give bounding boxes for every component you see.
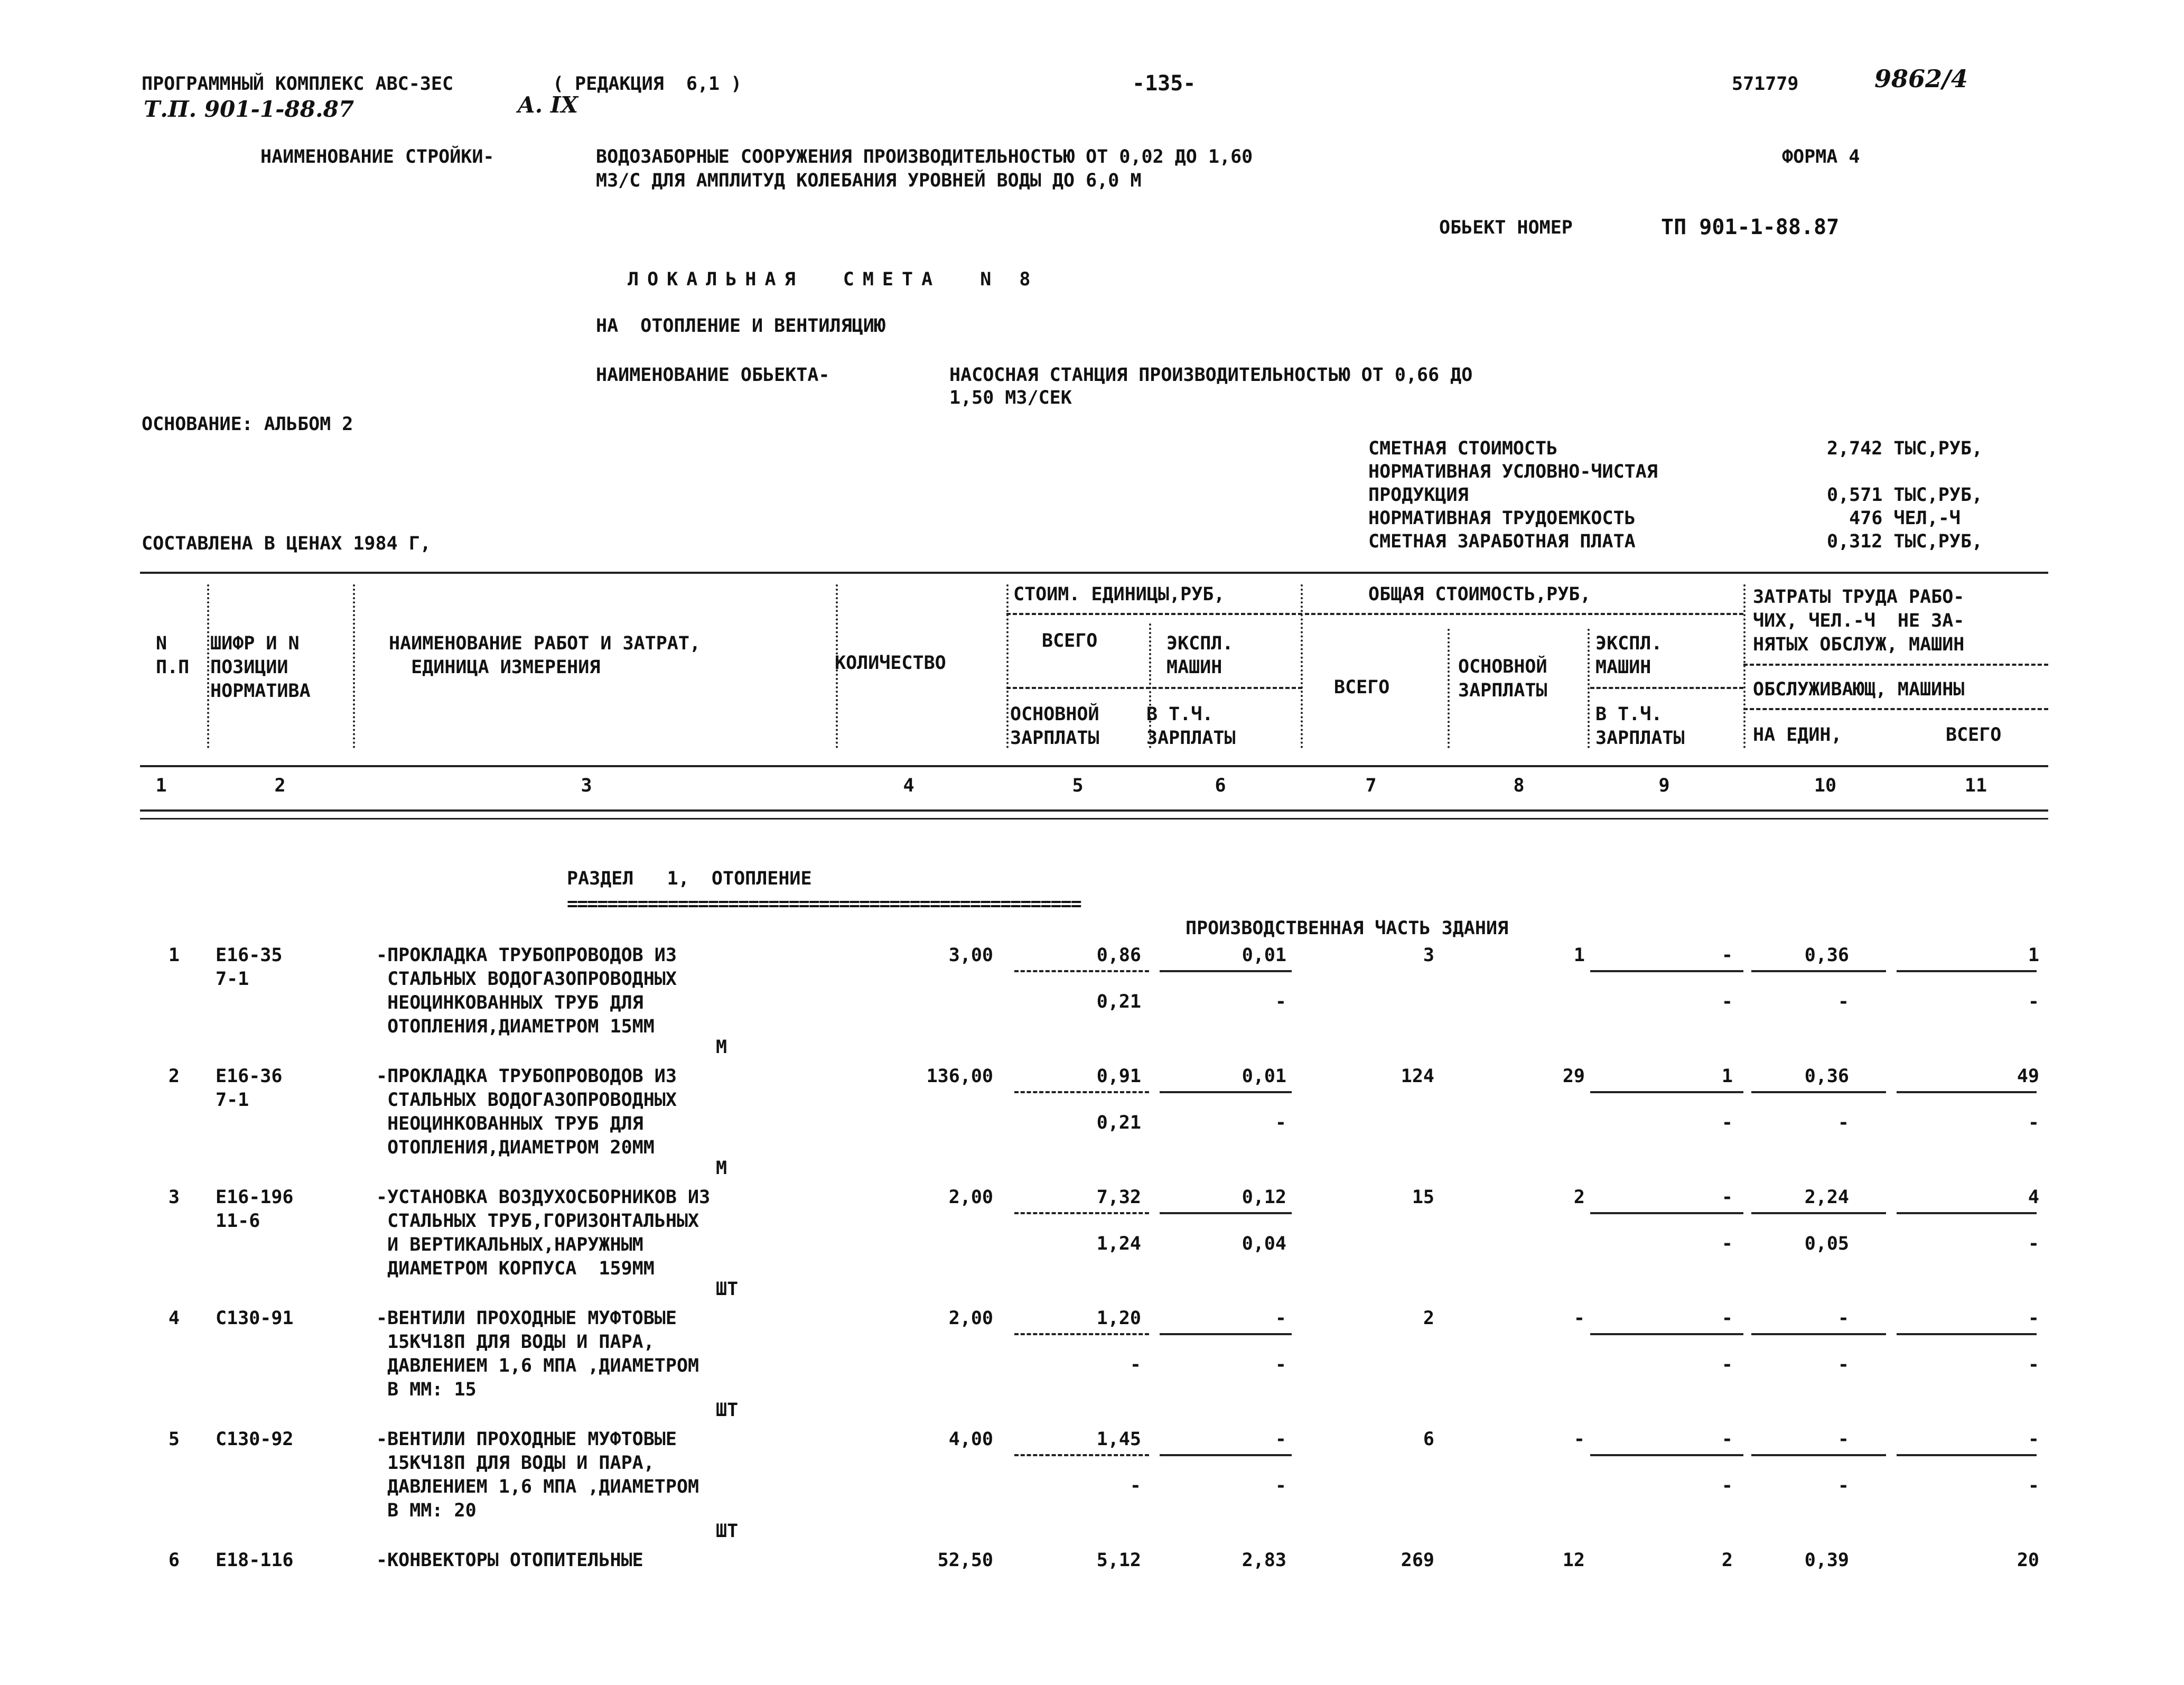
row-number: 2 bbox=[168, 1066, 180, 1087]
basis: ОСНОВАНИЕ: АЛЬБОМ 2 bbox=[142, 414, 353, 435]
program-name: ПРОГРАММНЫЙ КОМПЛЕКС АВС-ЗЕС bbox=[142, 73, 454, 95]
summary-label: НОРМАТИВНАЯ УСЛОВНО-ЧИСТАЯ bbox=[1368, 461, 1658, 482]
row-total-machines: - bbox=[1721, 1308, 1733, 1329]
row-unit-incl-wages: - bbox=[1275, 1354, 1286, 1375]
row-total: 2 bbox=[1423, 1308, 1434, 1329]
row-labor-total: 20 bbox=[2017, 1550, 2039, 1571]
row-total-incl-wages: - bbox=[1721, 991, 1733, 1012]
row-labor-unit: - bbox=[1837, 1308, 1849, 1329]
row-labor-machines-unit: - bbox=[1837, 991, 1849, 1012]
cell-rule bbox=[1160, 970, 1292, 972]
row-unit-incl-wages: 0,04 bbox=[1242, 1233, 1286, 1254]
row-unit-machines: 0,01 bbox=[1242, 945, 1286, 966]
row-total-machines: 2 bbox=[1721, 1550, 1733, 1571]
cell-rule bbox=[1751, 970, 1886, 972]
cell-rule bbox=[1897, 1333, 2037, 1335]
row-labor-total: - bbox=[2028, 1308, 2039, 1329]
row-labor-total: 4 bbox=[2028, 1187, 2039, 1208]
row-number: 3 bbox=[168, 1187, 180, 1208]
row-quantity: 2,00 bbox=[948, 1187, 993, 1208]
page-number: -135- bbox=[1132, 71, 1196, 96]
form-number: ФОРМА 4 bbox=[1782, 146, 1860, 167]
row-total: 269 bbox=[1401, 1550, 1434, 1571]
column-number: 10 bbox=[1814, 775, 1837, 796]
object-label: ОБЬЕКТ НОМЕР bbox=[1439, 217, 1573, 238]
row-unit: ШТ bbox=[716, 1400, 739, 1421]
row-unit-machines: 0,01 bbox=[1242, 1066, 1286, 1087]
object-name-line-2: 1,50 М3/СЕК bbox=[949, 387, 1072, 408]
row-total-machines: 1 bbox=[1721, 1066, 1733, 1087]
table-top-rule bbox=[140, 572, 2048, 574]
cell-rule bbox=[1751, 1454, 1886, 1456]
rule bbox=[1305, 613, 1743, 615]
rule bbox=[1006, 613, 1302, 615]
summary-value: 2,742 ТЫС,РУБ, bbox=[1827, 438, 1983, 459]
object-number: ТП 901-1-88.87 bbox=[1661, 215, 1840, 239]
cell-rule bbox=[1897, 1454, 2037, 1456]
header-labor-total: ВСЕГО bbox=[1946, 724, 2002, 746]
row-quantity: 2,00 bbox=[948, 1308, 993, 1329]
row-total-incl-wages: - bbox=[1721, 1233, 1733, 1254]
row-number: 4 bbox=[168, 1308, 180, 1329]
summary-label: ПРОДУКЦИЯ bbox=[1368, 485, 1469, 506]
row-total-wages: 29 bbox=[1562, 1066, 1585, 1087]
row-labor-total: - bbox=[2028, 1429, 2039, 1450]
row-total: 3 bbox=[1423, 945, 1434, 966]
cell-rule bbox=[1590, 1091, 1743, 1093]
estimate-subtitle: НА ОТОПЛЕНИЕ И ВЕНТИЛЯЦИЮ bbox=[596, 315, 885, 337]
col-separator bbox=[1743, 584, 1746, 748]
cell-rule bbox=[1014, 1454, 1149, 1456]
column-number: 2 bbox=[274, 775, 286, 796]
row-labor-machines-total: - bbox=[2028, 1475, 2039, 1496]
row-name: -ПРОКЛАДКА ТРУБОПРОВОДОВ ИЗ СТАЛЬНЫХ ВОДОГАЗОПРОВОДНЫХ НЕОЦИНКОВАННЫХ ТРУБ ДЛЯ ОТОПЛЕНИЯ,ДИАМЕТРОМ 20ММ bbox=[376, 1066, 677, 1158]
cell-rule bbox=[1897, 970, 2037, 972]
column-number: 1 bbox=[155, 775, 167, 796]
prices-year: СОСТАВЛЕНА В ЦЕНАХ 1984 Г, bbox=[142, 533, 431, 554]
estimate-title: ЛОКАЛЬНАЯ СМЕТА N 8 bbox=[628, 269, 1039, 290]
row-unit-machines: 0,12 bbox=[1242, 1187, 1286, 1208]
row-labor-machines-total: - bbox=[2028, 1233, 2039, 1254]
row-total-machines: - bbox=[1721, 1429, 1733, 1450]
row-quantity: 52,50 bbox=[937, 1550, 993, 1571]
summary-value: 0,312 ТЫС,РУБ, bbox=[1827, 531, 1983, 552]
row-code: Е18-116 bbox=[216, 1550, 294, 1571]
row-labor-total: 49 bbox=[2017, 1066, 2039, 1087]
header-total-cost: ОБЩАЯ СТОИМОСТЬ,РУБ, bbox=[1368, 584, 1591, 605]
row-total: 6 bbox=[1423, 1429, 1434, 1450]
row-unit-incl-wages: - bbox=[1275, 1112, 1286, 1133]
row-code: Е16-35 7-1 bbox=[216, 945, 283, 990]
cell-rule bbox=[1751, 1333, 1886, 1335]
cell-rule bbox=[1160, 1333, 1292, 1335]
col-separator bbox=[353, 584, 355, 748]
header-col-2: ШИФР И N ПОЗИЦИИ НОРМАТИВА bbox=[210, 633, 311, 702]
row-number: 6 bbox=[168, 1550, 180, 1571]
row-total-wages: 1 bbox=[1573, 945, 1585, 966]
summary-label: СМЕТНАЯ СТОИМОСТЬ bbox=[1368, 438, 1558, 459]
cell-rule bbox=[1160, 1454, 1292, 1456]
row-code: Е16-196 11-6 bbox=[216, 1187, 294, 1232]
summary-value: 476 ЧЕЛ,-Ч bbox=[1827, 508, 1961, 529]
row-unit-wages: - bbox=[1130, 1475, 1141, 1496]
doc-code: 571779 bbox=[1732, 73, 1799, 95]
column-number: 3 bbox=[581, 775, 592, 796]
header-tc-incl: В Т.Ч. ЗАРПЛАТЫ bbox=[1595, 704, 1685, 749]
row-code: С130-92 bbox=[216, 1429, 294, 1450]
row-labor-machines-total: - bbox=[2028, 1354, 2039, 1375]
edition: ( РЕДАКЦИЯ 6,1 ) bbox=[553, 73, 742, 95]
row-labor-machines-unit: 0,05 bbox=[1804, 1233, 1849, 1254]
row-unit: М bbox=[716, 1158, 727, 1179]
row-unit-machines: - bbox=[1275, 1429, 1286, 1450]
object-name-label: НАИМЕНОВАНИЕ ОБЬЕКТА- bbox=[596, 365, 830, 386]
row-unit-cost: 5,12 bbox=[1096, 1550, 1141, 1571]
row-total-machines: - bbox=[1721, 1187, 1733, 1208]
col-separator bbox=[1588, 629, 1590, 748]
row-unit-machines: - bbox=[1275, 1308, 1286, 1329]
cell-rule bbox=[1590, 1454, 1743, 1456]
row-labor-total: 1 bbox=[2028, 945, 2039, 966]
row-unit: ШТ bbox=[716, 1521, 739, 1542]
row-labor-machines-total: - bbox=[2028, 1112, 2039, 1133]
header-labor-machines: ОБСЛУЖИВАЮЩ, МАШИНЫ bbox=[1753, 679, 1965, 700]
section-title: РАЗДЕЛ 1, ОТОПЛЕНИЕ bbox=[567, 868, 812, 889]
section-subtitle: ПРОИЗВОДСТВЕННАЯ ЧАСТЬ ЗДАНИЯ bbox=[1186, 918, 1509, 939]
row-name: -КОНВЕКТОРЫ ОТОПИТЕЛЬНЫЕ bbox=[376, 1550, 643, 1571]
row-name: -УСТАНОВКА ВОЗДУХОСБОРНИКОВ ИЗ СТАЛЬНЫХ ТРУБ,ГОРИЗОНТАЛЬНЫХ И ВЕРТИКАЛЬНЫХ,НАРУЖНЫМ ДИАМЕТРОМ КОРПУСА 159ММ bbox=[376, 1187, 711, 1279]
row-unit-wages: 0,21 bbox=[1096, 991, 1141, 1012]
rule bbox=[1743, 708, 2048, 710]
object-name-line-1: НАСОСНАЯ СТАНЦИЯ ПРОИЗВОДИТЕЛЬНОСТЬЮ ОТ 0,66 ДО bbox=[949, 365, 1473, 386]
header-uc-incl: В Т.Ч. ЗАРПЛАТЫ bbox=[1146, 704, 1236, 749]
row-unit: М bbox=[716, 1037, 727, 1058]
row-labor-machines-unit: - bbox=[1837, 1475, 1849, 1496]
row-quantity: 3,00 bbox=[948, 945, 993, 966]
col-separator bbox=[1301, 584, 1303, 748]
row-total-incl-wages: - bbox=[1721, 1112, 1733, 1133]
row-unit-cost: 1,45 bbox=[1096, 1429, 1141, 1450]
col-separator bbox=[207, 584, 209, 748]
header-tc-wages: ОСНОВНОЙ ЗАРПЛАТЫ bbox=[1458, 656, 1547, 701]
cell-rule bbox=[1014, 1212, 1149, 1214]
column-number: 5 bbox=[1072, 775, 1084, 796]
rule bbox=[1743, 664, 2048, 666]
row-unit-incl-wages: - bbox=[1275, 991, 1286, 1012]
header-uc-wages: ОСНОВНОЙ ЗАРПЛАТЫ bbox=[1010, 704, 1099, 749]
cell-rule bbox=[1751, 1212, 1886, 1214]
row-labor-unit: 0,36 bbox=[1804, 945, 1849, 966]
construction-line-2: М3/С ДЛЯ АМПЛИТУД КОЛЕБАНИЯ УРОВНЕЙ ВОДЫ ДО 6,0 М bbox=[596, 170, 1142, 191]
row-labor-machines-unit: - bbox=[1837, 1112, 1849, 1133]
row-unit-cost: 0,86 bbox=[1096, 945, 1141, 966]
cell-rule bbox=[1751, 1091, 1886, 1093]
header-bottom-rule bbox=[140, 765, 2048, 767]
header-col-4: КОЛИЧЕСТВО bbox=[835, 653, 946, 674]
rule bbox=[1006, 687, 1302, 689]
construction-label: НАИМЕНОВАНИЕ СТРОЙКИ- bbox=[260, 146, 494, 167]
column-number: 9 bbox=[1658, 775, 1670, 796]
handwritten-sheet-number: 9862/4 bbox=[1874, 64, 1968, 93]
header-uc-total: ВСЕГО bbox=[1042, 630, 1098, 651]
header-tc-machines: ЭКСПЛ. МАШИН bbox=[1595, 633, 1663, 678]
summary-label: СМЕТНАЯ ЗАРАБОТНАЯ ПЛАТА bbox=[1368, 531, 1636, 552]
column-number: 11 bbox=[1964, 775, 1987, 796]
header-col-1: N П.П bbox=[156, 633, 190, 678]
row-unit-wages: 1,24 bbox=[1096, 1233, 1141, 1254]
summary-label: НОРМАТИВНАЯ ТРУДОЕМКОСТЬ bbox=[1368, 508, 1636, 529]
row-total-wages: 2 bbox=[1573, 1187, 1585, 1208]
numbers-bottom-rule bbox=[140, 809, 2048, 812]
row-unit-cost: 1,20 bbox=[1096, 1308, 1141, 1329]
row-code: С130-91 bbox=[216, 1308, 294, 1329]
row-labor-machines-total: - bbox=[2028, 991, 2039, 1012]
row-total-machines: - bbox=[1721, 945, 1733, 966]
row-labor-unit: 2,24 bbox=[1804, 1187, 1849, 1208]
header-labor: ЗАТРАТЫ ТРУДА РАБО- ЧИХ, ЧЕЛ.-Ч НЕ ЗА- НЯТЫХ ОБСЛУЖ, МАШИН bbox=[1753, 587, 1965, 655]
cell-rule bbox=[1590, 970, 1743, 972]
header-labor-unit: НА ЕДИН, bbox=[1753, 724, 1842, 746]
row-total-incl-wages: - bbox=[1721, 1475, 1733, 1496]
column-number: 4 bbox=[903, 775, 914, 796]
row-name: -ВЕНТИЛИ ПРОХОДНЫЕ МУФТОВЫЕ 15КЧ18П ДЛЯ ВОДЫ И ПАРА, ДАВЛЕНИЕМ 1,6 МПА ,ДИАМЕТРОМ В ММ: 15 bbox=[376, 1308, 699, 1400]
section-underline: =================================================== bbox=[567, 893, 1081, 915]
row-number: 1 bbox=[168, 945, 180, 966]
construction-line-1: ВОДОЗАБОРНЫЕ СООРУЖЕНИЯ ПРОИЗВОДИТЕЛЬНОСТЬЮ ОТ 0,02 ДО 1,60 bbox=[596, 146, 1253, 167]
column-number: 8 bbox=[1513, 775, 1525, 796]
cell-rule bbox=[1590, 1212, 1743, 1214]
row-number: 5 bbox=[168, 1429, 180, 1450]
row-total-wages: 12 bbox=[1562, 1550, 1585, 1571]
cell-rule bbox=[1014, 1333, 1149, 1335]
row-unit-cost: 0,91 bbox=[1096, 1066, 1141, 1087]
cell-rule bbox=[1897, 1091, 2037, 1093]
handwritten-album-number: A. IX bbox=[518, 92, 578, 118]
header-unit-cost: СТОИМ. ЕДИНИЦЫ,РУБ, bbox=[1013, 584, 1225, 605]
numbers-bottom-rule-2 bbox=[140, 818, 2048, 820]
col-separator bbox=[836, 584, 838, 748]
row-total-incl-wages: - bbox=[1721, 1354, 1733, 1375]
cell-rule bbox=[1590, 1333, 1743, 1335]
row-labor-machines-unit: - bbox=[1837, 1354, 1849, 1375]
row-unit-machines: 2,83 bbox=[1242, 1550, 1286, 1571]
row-labor-unit: 0,36 bbox=[1804, 1066, 1849, 1087]
header-tc-total: ВСЕГО bbox=[1334, 677, 1390, 698]
column-number: 7 bbox=[1365, 775, 1377, 796]
row-labor-unit: - bbox=[1837, 1429, 1849, 1450]
cell-rule bbox=[1160, 1212, 1292, 1214]
row-unit-wages: 0,21 bbox=[1096, 1112, 1141, 1133]
row-unit-incl-wages: - bbox=[1275, 1475, 1286, 1496]
summary-value: 0,571 ТЫС,РУБ, bbox=[1827, 485, 1983, 506]
row-total-wages: - bbox=[1573, 1308, 1585, 1329]
header-uc-machines: ЭКСПЛ. МАШИН bbox=[1166, 633, 1234, 678]
header-col-3: НАИМЕНОВАНИЕ РАБОТ И ЗАТРАТ, ЕДИНИЦА ИЗМЕРЕНИЯ bbox=[389, 633, 701, 678]
row-total: 124 bbox=[1401, 1066, 1434, 1087]
row-quantity: 4,00 bbox=[948, 1429, 993, 1450]
row-code: Е16-36 7-1 bbox=[216, 1066, 283, 1111]
cell-rule bbox=[1014, 970, 1149, 972]
cell-rule bbox=[1160, 1091, 1292, 1093]
column-number: 6 bbox=[1215, 775, 1226, 796]
row-unit-cost: 7,32 bbox=[1096, 1187, 1141, 1208]
col-separator bbox=[1448, 629, 1450, 748]
row-name: -ВЕНТИЛИ ПРОХОДНЫЕ МУФТОВЫЕ 15КЧ18П ДЛЯ ВОДЫ И ПАРА, ДАВЛЕНИЕМ 1,6 МПА ,ДИАМЕТРОМ В ММ: 20 bbox=[376, 1429, 699, 1521]
cell-rule bbox=[1897, 1212, 2037, 1214]
row-name: -ПРОКЛАДКА ТРУБОПРОВОДОВ ИЗ СТАЛЬНЫХ ВОДОГАЗОПРОВОДНЫХ НЕОЦИНКОВАННЫХ ТРУБ ДЛЯ ОТОПЛЕНИЯ,ДИАМЕТРОМ 15ММ bbox=[376, 945, 677, 1037]
rule bbox=[1590, 687, 1743, 689]
row-quantity: 136,00 bbox=[926, 1066, 993, 1087]
row-unit: ШТ bbox=[716, 1279, 739, 1300]
row-labor-unit: 0,39 bbox=[1804, 1550, 1849, 1571]
cell-rule bbox=[1014, 1091, 1149, 1093]
row-unit-wages: - bbox=[1130, 1354, 1141, 1375]
row-total: 15 bbox=[1412, 1187, 1434, 1208]
col-separator bbox=[1006, 584, 1009, 748]
handwritten-project-number: Т.П. 901-1-88.87 bbox=[144, 96, 354, 122]
row-total-wages: - bbox=[1573, 1429, 1585, 1450]
col-separator bbox=[1149, 623, 1151, 748]
